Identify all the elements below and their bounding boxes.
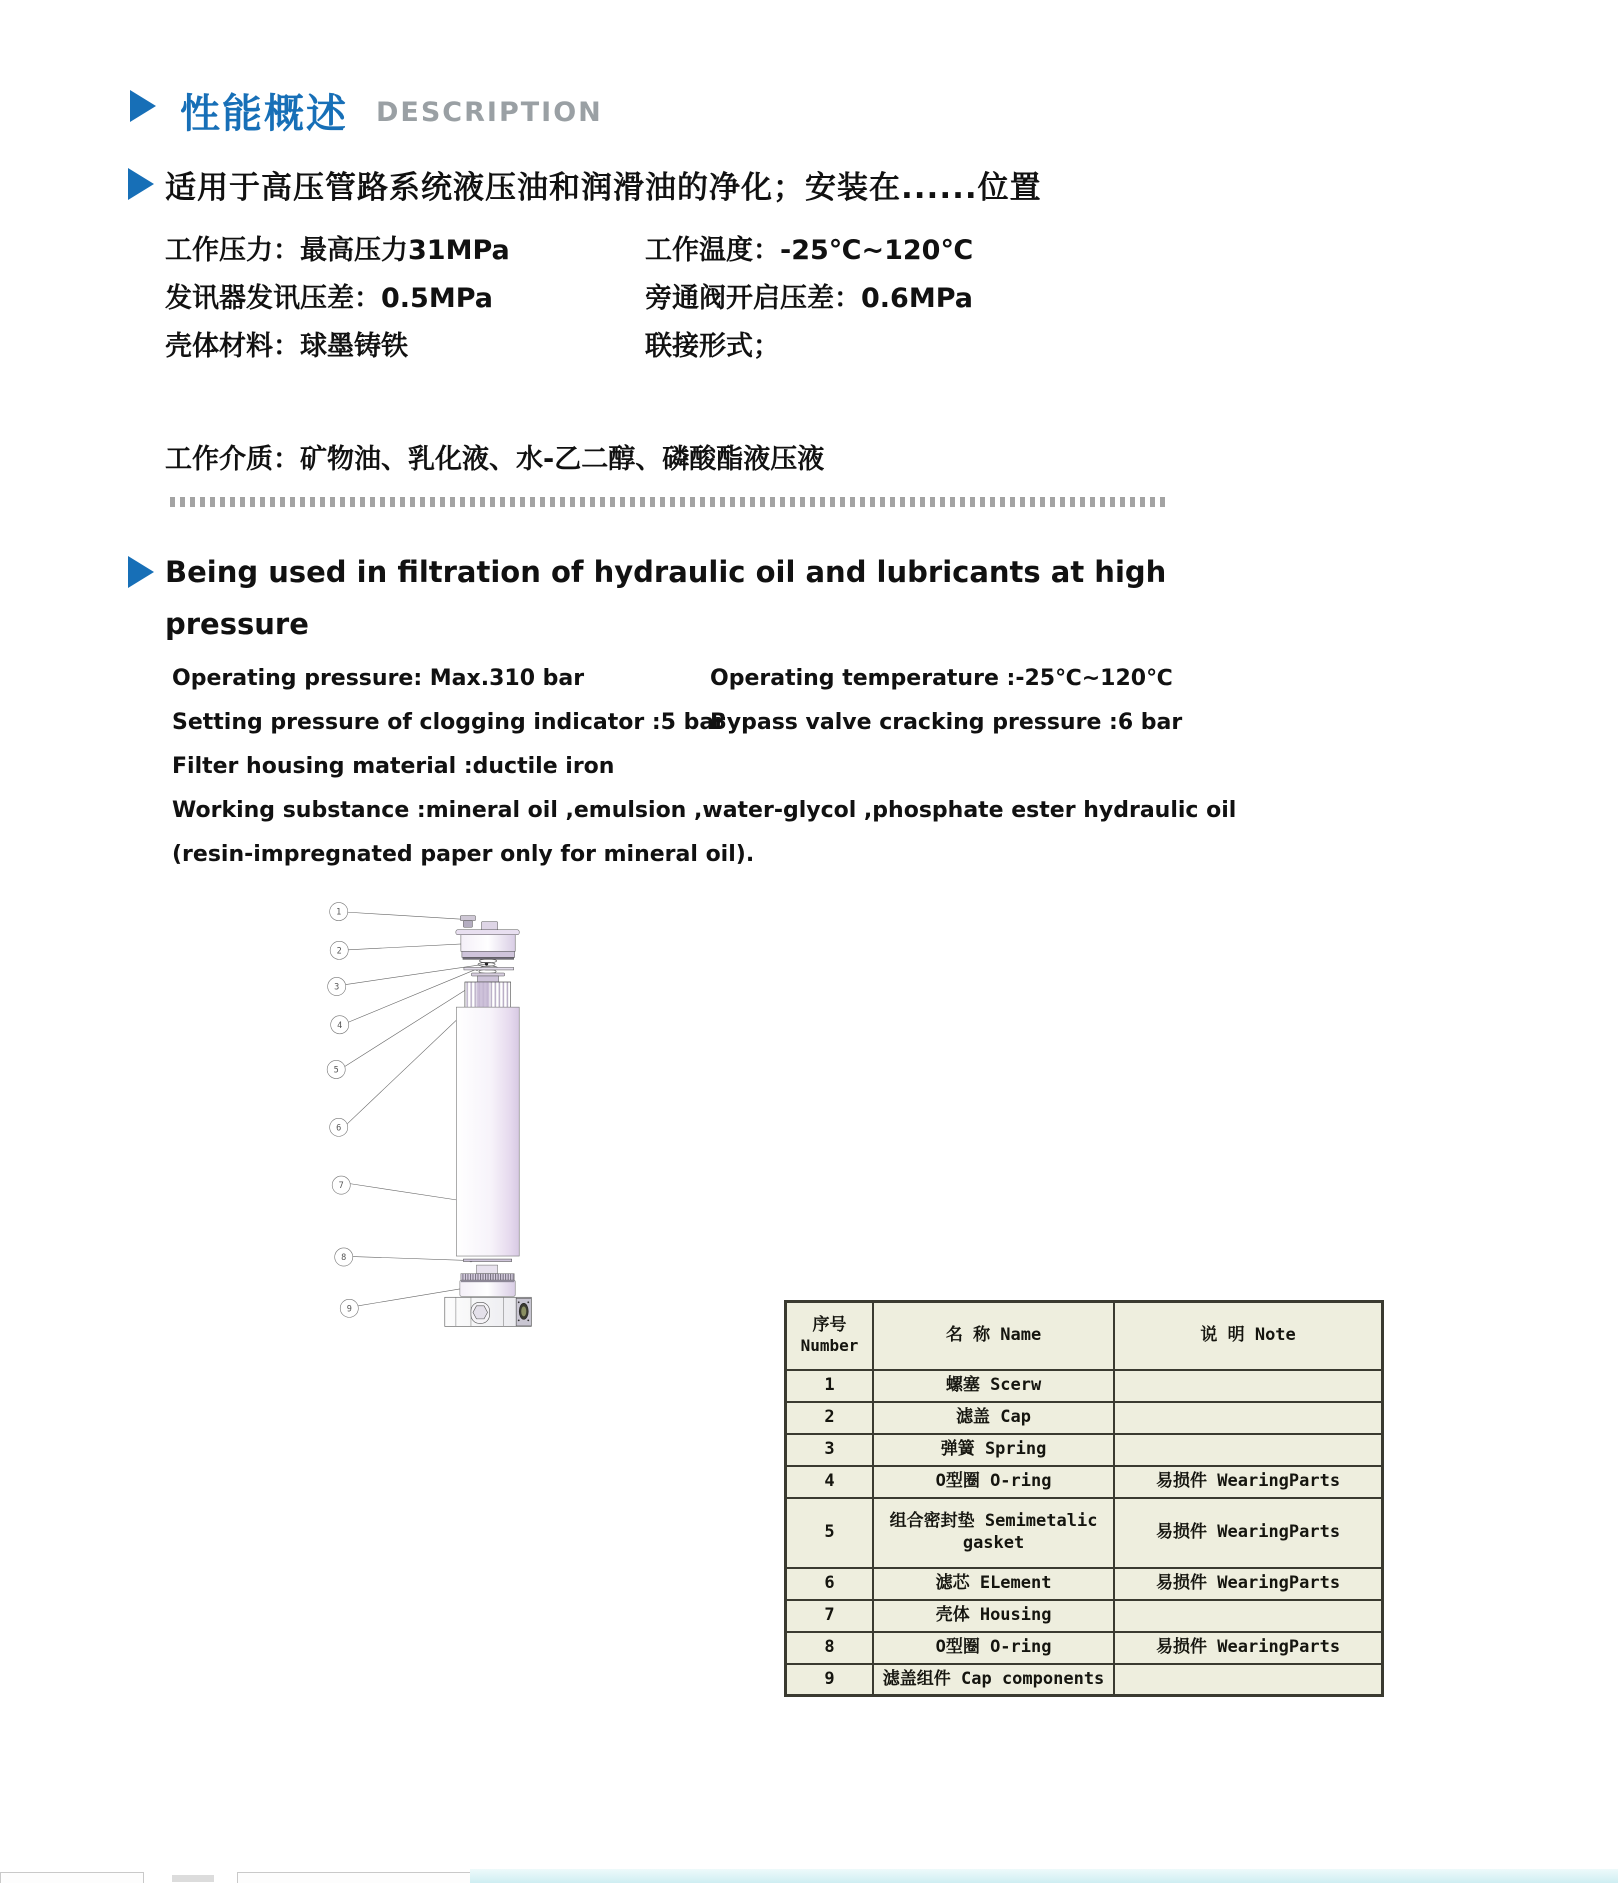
section-title-zh: 性能概述: [180, 91, 348, 137]
section-arrow-icon: [130, 90, 156, 122]
callout-3: 3: [334, 982, 340, 993]
spec-zh-temperature: 工作温度：-25℃~120℃: [645, 235, 974, 266]
base-block: [445, 1297, 531, 1326]
oring-bottom-part: [463, 1259, 511, 1262]
table-row: 7 壳体 Housing: [786, 1600, 1383, 1632]
spec-en-indicator: Setting pressure of clogging indicator :5 bar: [172, 710, 726, 735]
table-row: 6 滤芯 ELement 易损件 WearingParts: [786, 1568, 1383, 1600]
footer-fragment-left: [0, 1872, 144, 1883]
callout-5: 5: [333, 1065, 339, 1076]
spec-en-material: Filter housing material :ductile iron: [172, 754, 615, 779]
oring-top-part: [464, 967, 514, 970]
filter-exploded-diagram: [230, 890, 730, 1790]
header-note: 说 明 Note: [1114, 1302, 1382, 1370]
footer-cyan-bar: [470, 1869, 1618, 1883]
table-row: 2 滤盖 Cap: [786, 1402, 1383, 1434]
table-row: 5 组合密封垫 Semimetalic gasket 易损件 WearingParts: [786, 1498, 1383, 1568]
spec-zh-connection: 联接形式；: [645, 331, 780, 362]
table-row: 1 螺塞 Scerw: [786, 1370, 1383, 1402]
dotted-divider: [170, 497, 1166, 507]
callout-9: 9: [346, 1304, 352, 1315]
english-heading-line2: pressure: [165, 607, 309, 641]
spring-part: [478, 959, 498, 974]
callout-4: 4: [337, 1020, 343, 1031]
intro-heading: 适用于高压管路系统液压油和润滑油的净化；安装在......位置: [165, 170, 1042, 206]
header-number: 序号 Number: [786, 1302, 873, 1370]
spec-en-temperature: Operating temperature :-25℃~120℃: [710, 666, 1173, 691]
spec-zh-indicator: 发讯器发讯压差：0.5MPa: [165, 283, 493, 314]
screw-part: [460, 916, 475, 928]
cap-components-part: [460, 1265, 515, 1296]
intro-arrow-icon: [128, 168, 154, 200]
callout-2: 2: [336, 946, 342, 957]
gasket-part: [471, 973, 504, 982]
table-row: 8 O型圈 O-ring 易损件 WearingParts: [786, 1632, 1383, 1664]
table-row: 3 弹簧 Spring: [786, 1434, 1383, 1466]
spec-zh-pressure: 工作压力：最高压力31MPa: [165, 235, 510, 266]
spec-zh-bypass: 旁通阀开启压差：0.6MPa: [645, 283, 973, 314]
english-heading-line1: Being used in filtration of hydraulic oil and lubricants at high: [165, 555, 1167, 589]
callout-balloons: [327, 903, 358, 1318]
callout-8: 8: [341, 1253, 347, 1264]
section-title-en: DESCRIPTION: [376, 97, 603, 128]
table-row: 9 滤盖组件 Cap components: [786, 1664, 1383, 1696]
header-name: 名 称 Name: [873, 1302, 1114, 1370]
spec-zh-media: 工作介质：矿物油、乳化液、水-乙二醇、磷酸酯液压液: [165, 444, 825, 475]
callout-1: 1: [336, 907, 342, 918]
spec-zh-material: 壳体材料：球墨铸铁: [165, 331, 408, 362]
table-row: 4 O型圈 O-ring 易损件 WearingParts: [786, 1466, 1383, 1498]
housing-part: [456, 1007, 519, 1256]
footer-fragment-mid: [237, 1872, 472, 1883]
spec-en-note: (resin-impregnated paper only for mineral oil).: [172, 842, 755, 867]
spec-en-substance: Working substance :mineral oil ,emulsion ,water-glycol ,phosphate ester hydraulic oil: [172, 798, 1237, 823]
parts-table: [784, 1300, 1384, 1697]
spec-en-pressure: Operating pressure: Max.310 bar: [172, 666, 585, 691]
callout-6: 6: [336, 1123, 342, 1134]
english-arrow-icon: [128, 556, 154, 588]
callout-7: 7: [338, 1181, 344, 1192]
footer-smudge: [172, 1875, 214, 1882]
element-part: [465, 982, 511, 1008]
spec-en-bypass: Bypass valve cracking pressure :6 bar: [710, 710, 1183, 735]
